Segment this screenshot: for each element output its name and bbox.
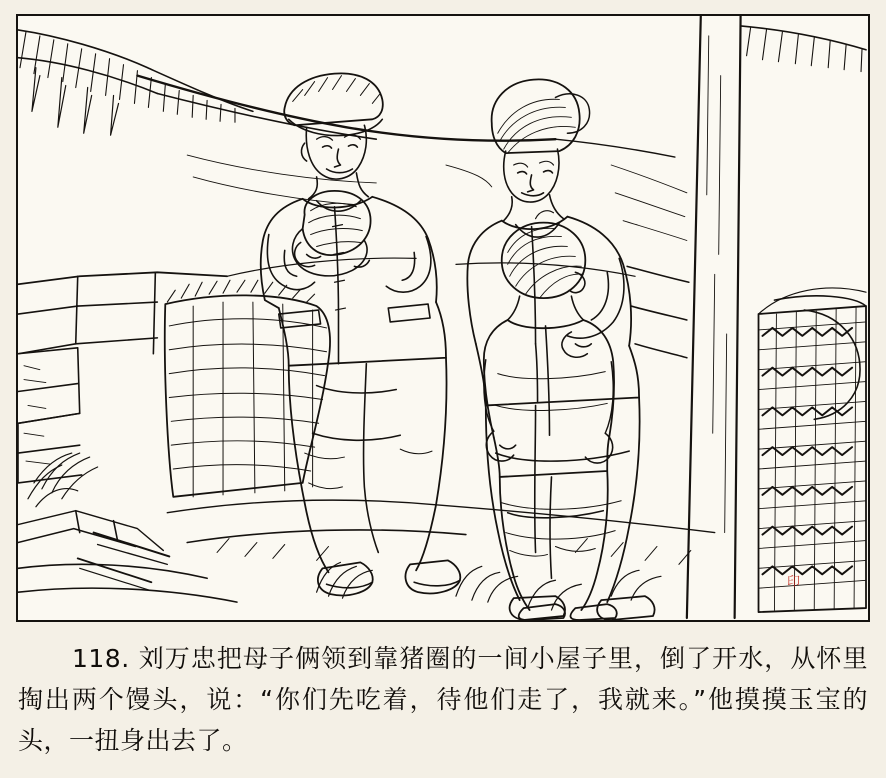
- illustration-drawing: [18, 16, 868, 620]
- caption-number: 118.: [72, 644, 130, 673]
- artist-seal: 印: [786, 575, 799, 590]
- caption-body: 刘万忠把母子俩领到靠猪圈的一间小屋子里，倒了开水，从怀里掏出两个馒头，说：“你们先吃着，待他们走了，我就来。”他摸摸玉宝的头，一扭身出去了。: [18, 644, 868, 755]
- caption-text: [18, 638, 868, 761]
- illustration-panel: [16, 14, 870, 622]
